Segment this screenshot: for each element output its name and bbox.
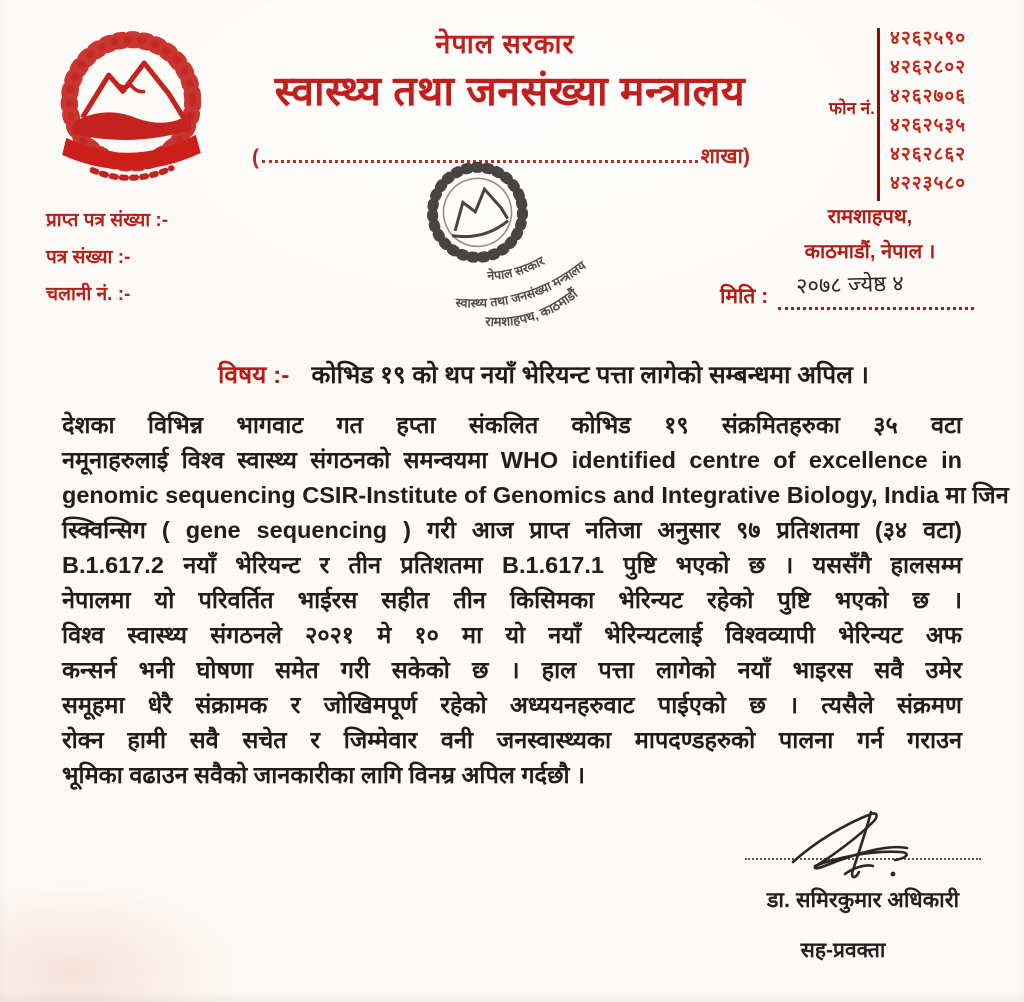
ministry-stamp-icon — [396, 148, 632, 344]
date-dotted-line — [778, 270, 974, 310]
body-line: भूमिका वढाउन सवैको जानकारीका लागि विनम्र अपिल गर्दछौ । — [62, 762, 586, 788]
body-line: नेपालमा यो परिवर्तित भाईरस सहीत तीन किसिमका भेरिन्यट रहेको पुष्टि भएको छ । — [62, 587, 962, 613]
letter-no-label: पत्र संख्या :- — [46, 247, 131, 268]
subject-label: विषय :- — [218, 362, 290, 389]
date-label: मिति : — [720, 285, 769, 308]
phone-divider-line — [877, 28, 880, 201]
body-line: समूहमा धेरै संक्रामक र जोखिमपूर्ण रहेको अध्ययनहरुवाट पाईएको छ । त्यसैले संक्रमण — [62, 692, 962, 718]
phone-number-list — [890, 24, 1020, 198]
address-line-2: काठमाडौं, नेपाल । — [804, 241, 936, 263]
handwritten-date: २०७८ ज्येष्ठ ४ — [795, 270, 905, 299]
body-line: विश्व स्वास्थ्य संगठनले २०२१ मे १० मा यो नयाँ भेरिन्यटलाई विश्वव्यापी भेरिन्यट अफ — [62, 622, 962, 648]
body-line: कन्सर्न भनी घोषणा समेत गरी सकेको छ । हाल पत्ता लागेको नयाँ भाइरस सवै उमेर — [62, 657, 962, 683]
letter-meta — [46, 202, 168, 313]
dispatch-no-label: चलानी नं. :- — [46, 284, 131, 305]
government-name: नेपाल सरकार — [435, 29, 575, 59]
address-line-1: रामशाहपथ, — [827, 206, 913, 228]
body-line: नमूनाहरुलाई विश्व स्वास्थ्य संगठनको समन्वयमा WHO identified centre of excellence in — [62, 447, 962, 473]
signatory-title: सह-प्रवक्ता — [800, 939, 886, 962]
branch-open-paren: ( — [252, 146, 259, 169]
ministry-name: स्वास्थ्य तथा जनसंख्या मन्त्रालय — [274, 68, 746, 114]
phone-number: ४२२३५८० — [890, 173, 967, 194]
body-line: देशका विभिन्न भागवाट गत हप्ता संकलित कोभिड १९ संक्रमितहरुका ३५ वटा — [62, 412, 962, 438]
body-line: स्क्विन्सिग ( gene sequencing ) गरी आज प्राप्त नतिजा अनुसार ९७ प्रतिशतमा (३४ वटा) — [62, 517, 962, 543]
phone-number: ४२६२५३५ — [890, 115, 967, 136]
received-letter-no-label: प्राप्त पत्र संख्या :- — [46, 210, 169, 231]
subject-line — [218, 358, 998, 391]
signature-block — [735, 812, 991, 964]
letter-body — [62, 408, 1009, 793]
stamp-text-government: नेपाल सरकार — [486, 253, 547, 284]
body-line: B.1.617.2 नयाँ भेरियन्ट र तीन प्रतिशतमा B.1.617.1 पुष्टि भएको छ । यससँगै हालसम्म — [62, 552, 962, 578]
signatory-name: डा. समिरकुमार अधिकारी — [766, 888, 960, 912]
address-block — [752, 200, 988, 270]
branch-label: शाखा) — [700, 145, 750, 168]
body-line: genomic sequencing CSIR-Institute of Genomics and Integrative Biology, India मा जिन — [62, 482, 1009, 508]
stamp-text-address: रामशाहपथ, काठमाडौं — [485, 285, 581, 330]
signature-scribble-icon — [775, 808, 945, 884]
phone-number: ४२६२८०२ — [890, 57, 967, 78]
subject-text: कोभिड १९ को थप नयाँ भेरियन्ट पत्ता लागेको सम्बन्धमा अपिल । — [311, 362, 869, 389]
stamp-text-ministry: स्वास्थ्य तथा जनसंख्या मन्त्रालय — [455, 258, 589, 311]
body-line: रोक्न हामी सवै सचेत र जिम्मेवार वनी जनस्वास्थ्यका मापदण्डहरुको पालना गर्न गराउन — [62, 727, 962, 753]
phone-label: फोन नं. — [829, 99, 875, 118]
phone-number: ४२६२७०६ — [890, 86, 967, 107]
date-row — [720, 270, 974, 310]
phone-number: ४२६२८६२ — [890, 144, 967, 165]
phone-number: ४२६२५९० — [890, 28, 967, 49]
